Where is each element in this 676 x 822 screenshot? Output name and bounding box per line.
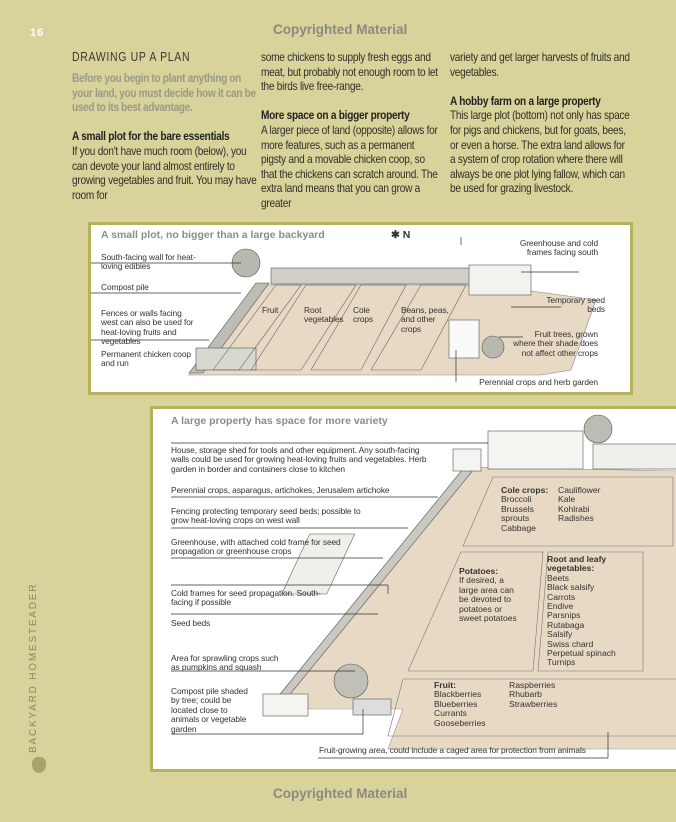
bed-label: Root vegetables	[304, 305, 344, 325]
fruit-list-2	[509, 681, 557, 709]
label-fences: Fences or walls facing west can also be used for heat-loving fruits and vegetables	[101, 308, 194, 347]
crop-item: Perpetual spinach	[547, 648, 616, 659]
small-plot-title: A small plot, no bigger than a large backyard	[101, 229, 325, 241]
bed-label: Cole crops	[353, 305, 373, 325]
crop-item: Parsnips	[547, 610, 581, 621]
heading-small-plot: A small plot for the bare essentials	[72, 129, 230, 144]
label-fruit-trees: Fruit trees, grown where their shade does not affect other crops	[513, 329, 598, 358]
paragraph: some chickens to supply fresh eggs and meat, but probably not enough room to let the birds live free-range.	[261, 50, 438, 94]
compost-pile	[353, 699, 391, 715]
label-house: House, storage shed for tools and other equipment. Any south-facing walls could be used for growing heat-loving fruits and vegetables. Herb garden in border and containers close to kitchen	[171, 445, 427, 474]
compost-tree	[334, 664, 368, 698]
label-fruit-area: Fruit-growing area, could include a caged area for protection from animals	[319, 745, 586, 755]
book-title-vertical: BACKYARD HOMESTEADER	[28, 582, 39, 753]
crop-item: Turnips	[547, 657, 576, 668]
crop-item: Strawberries	[509, 698, 558, 709]
crop-item: Rhubarb	[509, 689, 542, 700]
potatoes-heading: Potatoes:	[459, 566, 499, 576]
heading-hobby-farm: A hobby farm on a large property	[450, 93, 601, 108]
bed-label: Fruit	[262, 305, 279, 315]
potatoes-note	[459, 567, 521, 623]
label-perennial: Perennial crops, asparagus, artichokes, Jerusalem artichoke	[171, 485, 390, 495]
pigsty	[263, 694, 308, 716]
label-wall: South-facing wall for heat-loving edibles	[101, 252, 196, 272]
tree	[584, 415, 612, 443]
fruit-heading: Fruit:	[434, 680, 456, 690]
root-vegetables-list	[547, 555, 619, 668]
crop-item: Currants	[434, 708, 467, 719]
crop-item: Black salsify	[547, 582, 595, 593]
label-perennial: Perennial crops and herb garden	[479, 377, 598, 387]
crop-item: Kohlrabi	[558, 503, 590, 514]
crop-item: Rutabaga	[547, 619, 585, 630]
label-greenhouse: Greenhouse, with attached cold frame for seed propagation or greenhouse crops	[171, 537, 341, 557]
large-plot-illustration	[150, 406, 676, 772]
crop-item: Carrots	[547, 591, 576, 602]
watermark-bottom: Copyrighted Material	[273, 786, 408, 801]
column-1	[72, 48, 257, 202]
paragraph: If you don't have much room (below), you can devote your land almost entirely to growing vegetables and fruit. You may have room for	[72, 143, 257, 202]
north-indicator: ✱ N	[391, 229, 411, 241]
root-heading: Root and leafy vegetables:	[547, 554, 607, 574]
shed	[453, 449, 481, 471]
label-fencing: Fencing protecting temporary seed beds; possible to grow heat-loving crops on west wall	[171, 506, 361, 526]
greenhouse	[469, 265, 531, 295]
label-coop: Permanent chicken coop and run	[101, 349, 191, 369]
label-cold-frames: Cold frames for seed propagation. South-facing if possible	[171, 588, 321, 608]
crop-item: Brussels sprouts	[501, 503, 534, 524]
fruit-list	[434, 681, 486, 728]
column-3	[450, 50, 631, 196]
column-2	[261, 50, 439, 211]
cole-crops-list-2	[558, 486, 601, 524]
back-wall	[271, 268, 481, 284]
crop-item: Beets	[547, 572, 569, 583]
crop-item: Kale	[558, 494, 576, 505]
potatoes-text: If desired, a large area can be devoted to potatoes or sweet potatoes	[459, 575, 517, 624]
label-compost: Compost pile shaded by tree; could be located close to animals or vegetable garden	[171, 686, 248, 734]
bed-label: Beans, peas, and other crops	[401, 305, 449, 334]
crop-item: Endive	[547, 601, 574, 612]
outbuilding	[593, 444, 676, 469]
crop-item: Gooseberries	[434, 717, 486, 728]
crop-item: Broccoli	[501, 494, 532, 505]
crop-item: Cauliflower	[558, 485, 601, 495]
paragraph: variety and get larger harvests of fruits and vegetables.	[450, 50, 630, 79]
leaf-logo-icon	[32, 757, 46, 773]
crop-item: Salsify	[547, 629, 573, 640]
cole-crops-heading: Cole crops:	[501, 485, 549, 495]
heading-bigger-property: More space on a bigger property	[261, 108, 410, 123]
crop-item: Blackberries	[434, 689, 482, 700]
house	[449, 320, 479, 358]
paragraph: This large plot (bottom) not only has space for pigs and chickens, but for goats, bees, or even a horse. The extra land allows for a system of crop rotation where there will always be one plot lying fallow, which can be used for grazing livestock.	[450, 108, 630, 196]
fruit-tree	[482, 336, 504, 358]
label-compost: Compost pile	[101, 282, 149, 292]
crop-item: Raspberries	[509, 680, 556, 690]
crop-item: Radishes	[558, 513, 594, 524]
large-plot-title: A large property has space for more variety	[171, 415, 388, 427]
label-greenhouse: Greenhouse and cold frames facing south	[519, 238, 598, 258]
section-title: DRAWING UP A PLAN	[72, 50, 191, 64]
farmhouse	[488, 431, 583, 469]
cole-crops-list	[501, 486, 548, 533]
lead-paragraph: Before you begin to plant anything on your land, you must decide how it can be used to its best advantage.	[72, 71, 256, 115]
paragraph: A larger piece of land (opposite) allows for more features, such as a permanent pigsty and a movable chicken coop, so that the chickens can scratch around. The extra land means that you can grow a greater	[261, 122, 438, 210]
label-sprawling: Area for sprawling crops such as pumpkins and squash	[171, 653, 279, 673]
crop-item: Blueberries	[434, 698, 478, 709]
crop-item: Swiss chard	[547, 638, 594, 649]
label-seed-beds: Seed beds	[171, 618, 211, 628]
label-seedbeds: Temporary seed beds	[546, 295, 605, 315]
page-number: 16	[30, 27, 45, 39]
crop-item: Cabbage	[501, 522, 536, 533]
watermark-top: Copyrighted Material	[273, 22, 408, 37]
small-plot-illustration	[88, 222, 633, 395]
